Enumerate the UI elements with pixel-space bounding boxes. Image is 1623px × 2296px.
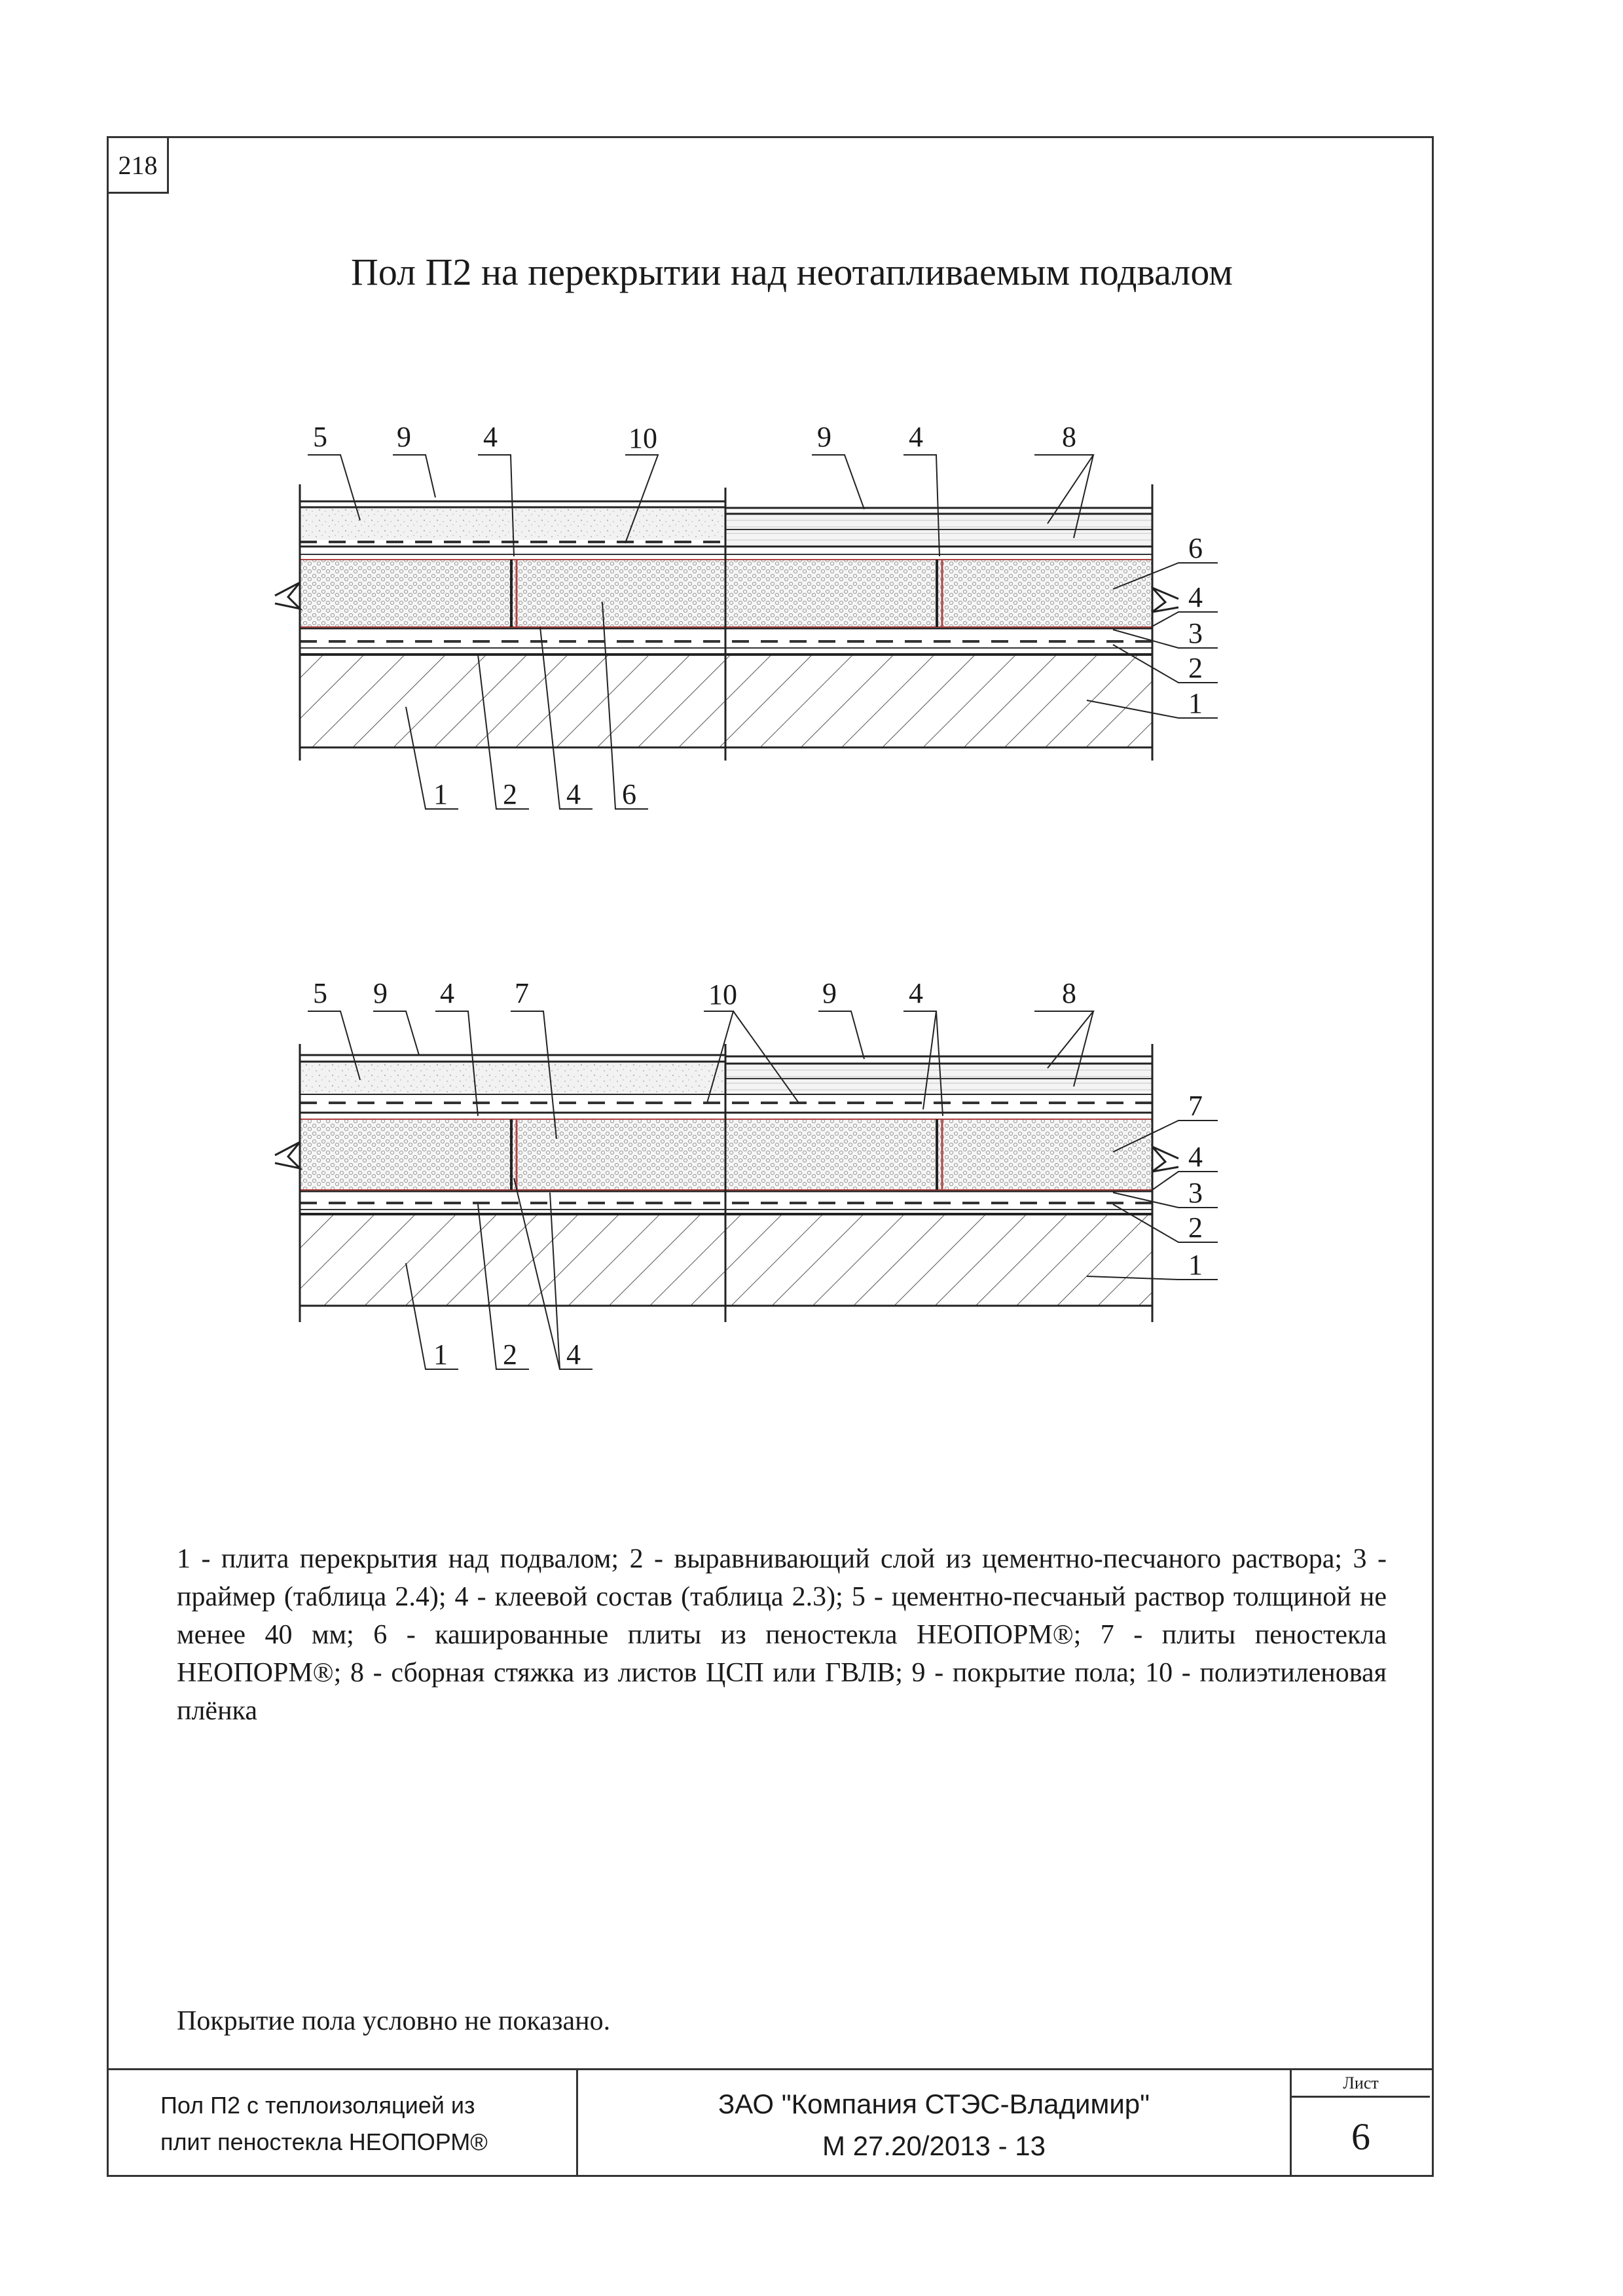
break-mark-right — [1152, 588, 1178, 612]
label-bottom-2: 2 — [503, 778, 517, 810]
label-top-9: 9 — [373, 977, 388, 1009]
note-text: Покрытие пола условно не показано. — [177, 2006, 611, 2036]
title-block-description — [107, 2070, 578, 2177]
label-bottom-6: 6 — [622, 778, 636, 810]
label-right-1: 1 — [1188, 1249, 1203, 1281]
break-mark-right — [1152, 1147, 1178, 1172]
label-bottom-4: 4 — [566, 1338, 581, 1371]
label-top-7: 7 — [515, 977, 529, 1009]
document-code: М 27.20/2013 - 13 — [822, 2130, 1046, 2161]
label-right-4: 4 — [1188, 1141, 1203, 1173]
screed-layer — [300, 1062, 725, 1093]
title-block — [107, 2068, 1434, 2177]
company-name: ЗАО "Компания СТЭС-Владимир" — [718, 2089, 1150, 2119]
label-top-10: 10 — [708, 978, 737, 1011]
page-number: 218 — [107, 136, 169, 194]
label-bottom-2: 2 — [503, 1338, 517, 1371]
label-top-9: 9 — [397, 421, 411, 453]
sheet-label: Лист — [1292, 2070, 1430, 2098]
label-right-1: 1 — [1188, 687, 1203, 719]
section-diagram-1 — [275, 421, 1218, 810]
title-block-company — [578, 2070, 1292, 2177]
section-diagram-2 — [275, 977, 1218, 1371]
label-top-4: 4 — [440, 977, 454, 1009]
description-line-2: плит пеностекла НЕОПОРМ® — [160, 2128, 488, 2155]
label-top-4b: 4 — [909, 977, 923, 1009]
label-top-5: 5 — [313, 421, 327, 453]
label-bottom-1: 1 — [433, 1338, 448, 1371]
label-right-6: 6 — [1188, 532, 1203, 564]
label-right-2: 2 — [1188, 1211, 1203, 1244]
label-top-8: 8 — [1062, 977, 1076, 1009]
break-mark-left — [275, 1142, 300, 1168]
label-top-9b: 9 — [817, 421, 831, 453]
description-line-1: Пол П2 с теплоизоляцией из — [160, 2092, 475, 2119]
label-top-4b: 4 — [909, 421, 923, 453]
label-bottom-1: 1 — [433, 778, 448, 810]
legend-text: 1 - плита перекрытия над подвалом; 2 - выравнивающий слой из цементно-песчаного раствора; 3 - праймер (таблица 2.4); 4 - клеевой состав (таблица 2.3); 5 - цементно-песчаный раствор толщиной не менее 40 мм; 6 - кашированные плиты из пеностекла НЕОПОРМ®; 7 - плиты пеностекла НЕОПОРМ®; 8 - сборная стяжка из листов ЦСП или ГВЛВ; 9 - покрытие пола; 10 - полиэтиленовая плёнка — [177, 1544, 1387, 1726]
label-right-2: 2 — [1188, 652, 1203, 684]
label-top-9b: 9 — [822, 977, 837, 1009]
label-bottom-4: 4 — [566, 778, 581, 810]
sheet-number: 6 — [1351, 2115, 1370, 2158]
label-top-4: 4 — [483, 421, 498, 453]
label-top-5: 5 — [313, 977, 327, 1009]
label-right-3: 3 — [1188, 617, 1203, 649]
label-top-8: 8 — [1062, 421, 1076, 453]
title-block-sheet — [1292, 2070, 1430, 2177]
page-title: Пол П2 на перекрытии над неотапливаемым подвалом — [351, 251, 1233, 293]
label-right-7: 7 — [1188, 1090, 1203, 1122]
label-right-4: 4 — [1188, 581, 1203, 613]
break-mark-left — [275, 583, 300, 609]
label-right-3: 3 — [1188, 1177, 1203, 1209]
label-top-10: 10 — [629, 422, 657, 454]
